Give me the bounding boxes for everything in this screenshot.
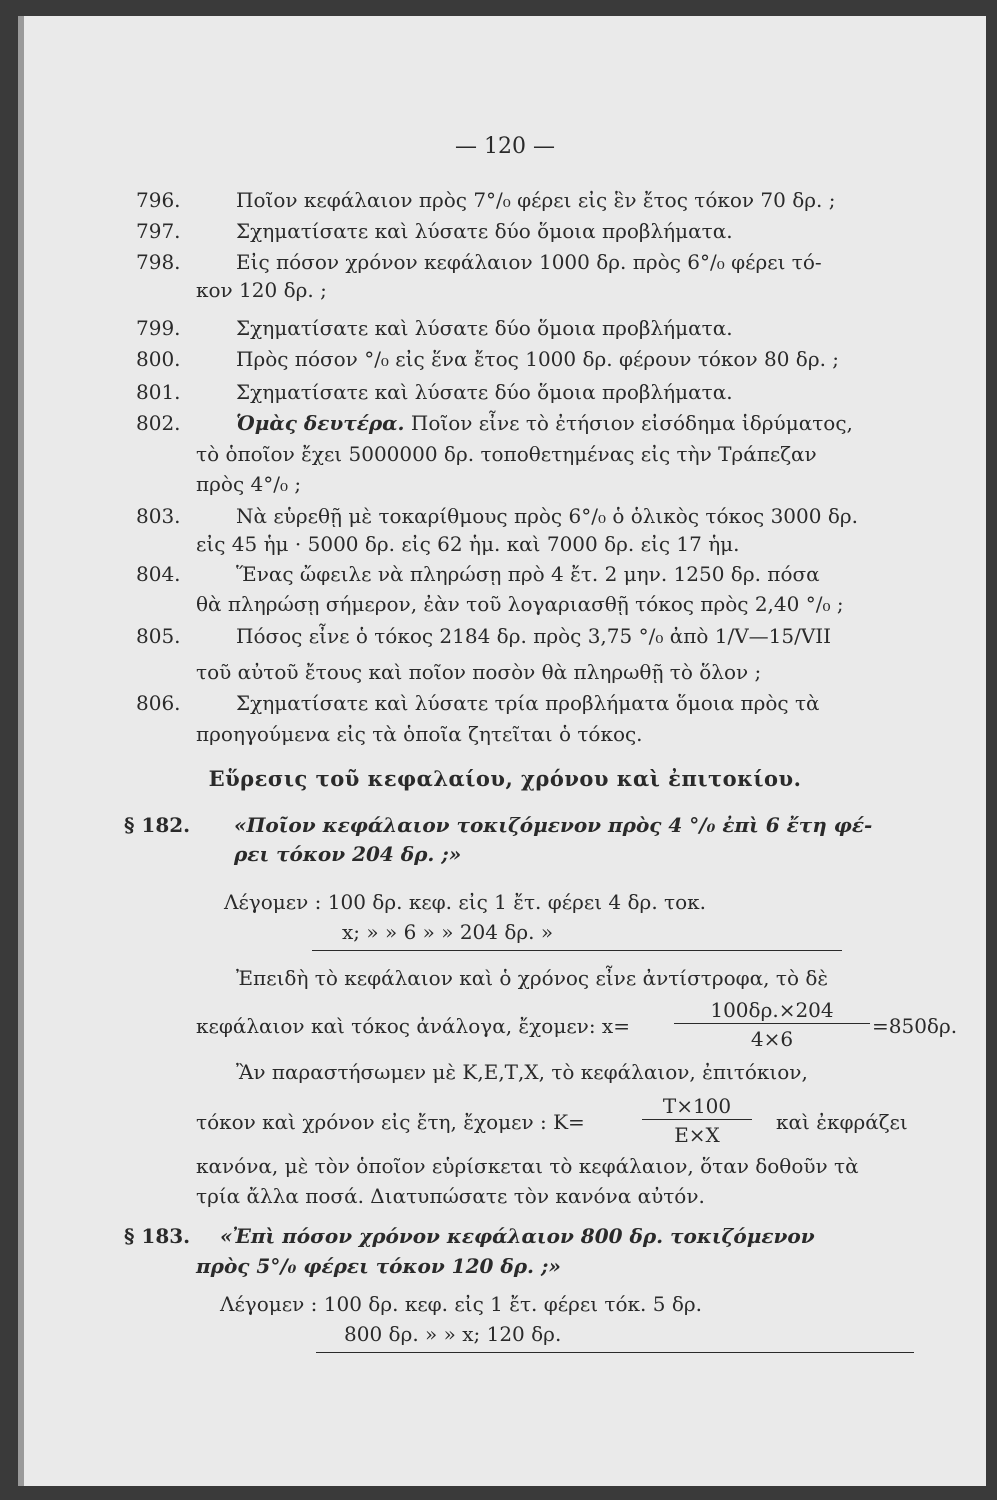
section-question: πρὸς 5°/₀ φέρει τόκον 120 δρ. ;» (196, 1254, 561, 1278)
problem-text-rest: Ποῖον εἶνε τὸ ἐτήσιον εἰσόδημα ἱδρύματος, (404, 411, 853, 435)
paragraph-line: κανόνα, μὲ τὸν ὁποῖον εὑρίσκεται τὸ κεφάλαιον, ὅταν δοθοῦν τὰ (196, 1154, 859, 1178)
proportion-line: Λέγομεν : 100 δρ. κεφ. εἰς 1 ἔτ. φέρει 4 δρ. τοκ. (224, 890, 706, 914)
problem-text: Σχηματίσατε καὶ λύσατε δύο ὅμοια προβλήματα. (236, 219, 733, 243)
paragraph-line: τόκον καὶ χρόνον εἰς ἔτη, ἔχομεν : K= (196, 1110, 585, 1134)
section-heading: Εὕρεσις τοῦ κεφαλαίου, χρόνου καὶ ἐπιτοκίου. (208, 766, 802, 791)
problem-number: 805. (136, 624, 181, 648)
problem-text: Ποῖον κεφάλαιον πρὸς 7°/₀ φέρει εἰς ἓν ἔτος τόκον 70 δρ. ; (236, 188, 836, 212)
result: =850δρ. (872, 1014, 958, 1038)
section-question: «Ποῖον κεφάλαιον τοκιζόμενον πρὸς 4 °/₀ ἐπὶ 6 ἔτη φέ- (234, 813, 873, 837)
problem-number: 800. (136, 347, 181, 371)
proportion-line: x; » » 6 » » 204 δρ. » (342, 920, 554, 944)
problem-number: 797. (136, 219, 181, 243)
fraction-numerator: T×100 (662, 1094, 732, 1118)
fraction-denominator: E×X (674, 1123, 720, 1147)
problem-number: 801. (136, 380, 181, 404)
problem-text: Ἕνας ὤφειλε νὰ πληρώσῃ πρὸ 4 ἔτ. 2 μην. 1250 δρ. πόσα (236, 562, 820, 586)
paragraph-line: Ἂν παραστήσωμεν μὲ Κ,Ε,Τ,Χ, τὸ κεφάλαιον, ἐπιτόκιον, (236, 1060, 808, 1084)
problem-text: Πόσος εἶνε ὁ τόκος 2184 δρ. πρὸς 3,75 °/₀ ἀπὸ 1/V—15/VII (236, 624, 832, 648)
group-title: Ὁμὰς δευτέρα. (236, 411, 405, 435)
problem-text: τὸ ὁποῖον ἔχει 5000000 δρ. τοποθετημένας εἰς τὴν Τράπεζαν (196, 442, 817, 466)
rule (316, 1352, 914, 1353)
fraction-denominator: 4×6 (750, 1027, 794, 1051)
section-label: § 182. (124, 813, 191, 837)
section-question: ρει τόκον 204 δρ. ;» (234, 842, 462, 866)
problem-number: 798. (136, 250, 181, 274)
proportion-line: 800 δρ. » » x; 120 δρ. (344, 1322, 562, 1346)
problem-text: Νὰ εὑρεθῇ μὲ τοκαρίθμους πρὸς 6°/₀ ὁ ὁλικὸς τόκος 3000 δρ. (236, 504, 858, 528)
problem-number: 803. (136, 504, 181, 528)
problem-text: Εἰς πόσον χρόνον κεφάλαιον 1000 δρ. πρὸς 6°/₀ φέρει τό- (236, 250, 822, 274)
paragraph-line: Ἐπειδὴ τὸ κεφάλαιον καὶ ὁ χρόνος εἶνε ἀντίστροφα, τὸ δὲ (236, 966, 829, 990)
problem-number: 799. (136, 316, 181, 340)
problem-text (236, 411, 853, 435)
fraction-numerator: 100δρ.×204 (710, 998, 834, 1022)
problem-text: προηγούμενα εἰς τὰ ὁποῖα ζητεῖται ὁ τόκος. (196, 722, 643, 746)
problem-text: Σχηματίσατε καὶ λύσατε δύο ὅμοια προβλήματα. (236, 316, 733, 340)
fraction-bar (674, 1023, 870, 1024)
problem-text: εἰς 45 ἡμ · 5000 δρ. εἰς 62 ἡμ. καὶ 7000 δρ. εἰς 17 ἡμ. (196, 532, 740, 556)
section-question: «Ἐπὶ πόσον χρόνον κεφάλαιον 800 δρ. τοκιζόμενον (220, 1224, 815, 1248)
book-page (18, 16, 986, 1486)
rule (312, 950, 842, 951)
section-label: § 183. (124, 1224, 191, 1248)
problem-text: πρὸς 4°/₀ ; (196, 472, 302, 496)
problem-text: κον 120 δρ. ; (196, 278, 327, 302)
problem-text: Πρὸς πόσον °/₀ εἰς ἕνα ἔτος 1000 δρ. φέρουν τόκον 80 δρ. ; (236, 347, 840, 371)
proportion-line: Λέγομεν : 100 δρ. κεφ. εἰς 1 ἔτ. φέρει τόκ. 5 δρ. (220, 1292, 702, 1316)
paragraph-line: τρία ἄλλα ποσά. Διατυπώσατε τὸν κανόνα αὐτόν. (196, 1184, 705, 1208)
problem-text: θὰ πληρώσῃ σήμερον, ἐὰν τοῦ λογαριασθῇ τόκος πρὸς 2,40 °/₀ ; (196, 592, 844, 616)
problem-text: Σχηματίσατε καὶ λύσατε δύο ὅμοια προβλήματα. (236, 380, 733, 404)
problem-number: 796. (136, 188, 181, 212)
problem-number: 806. (136, 691, 181, 715)
fraction-bar (642, 1119, 752, 1120)
problem-text: Σχηματίσατε καὶ λύσατε τρία προβλήματα ὅμοια πρὸς τὰ (236, 691, 820, 715)
paragraph-line: κεφάλαιον καὶ τόκος ἀνάλογα, ἔχομεν: x= (196, 1014, 630, 1038)
problem-text: τοῦ αὐτοῦ ἔτους καὶ ποῖον ποσὸν θὰ πληρωθῇ τὸ ὅλον ; (196, 660, 762, 684)
paragraph-line: καὶ ἐκφράζει (776, 1110, 908, 1134)
problem-number: 802. (136, 411, 181, 435)
page-number: — 120 — (455, 134, 555, 159)
problem-number: 804. (136, 562, 181, 586)
